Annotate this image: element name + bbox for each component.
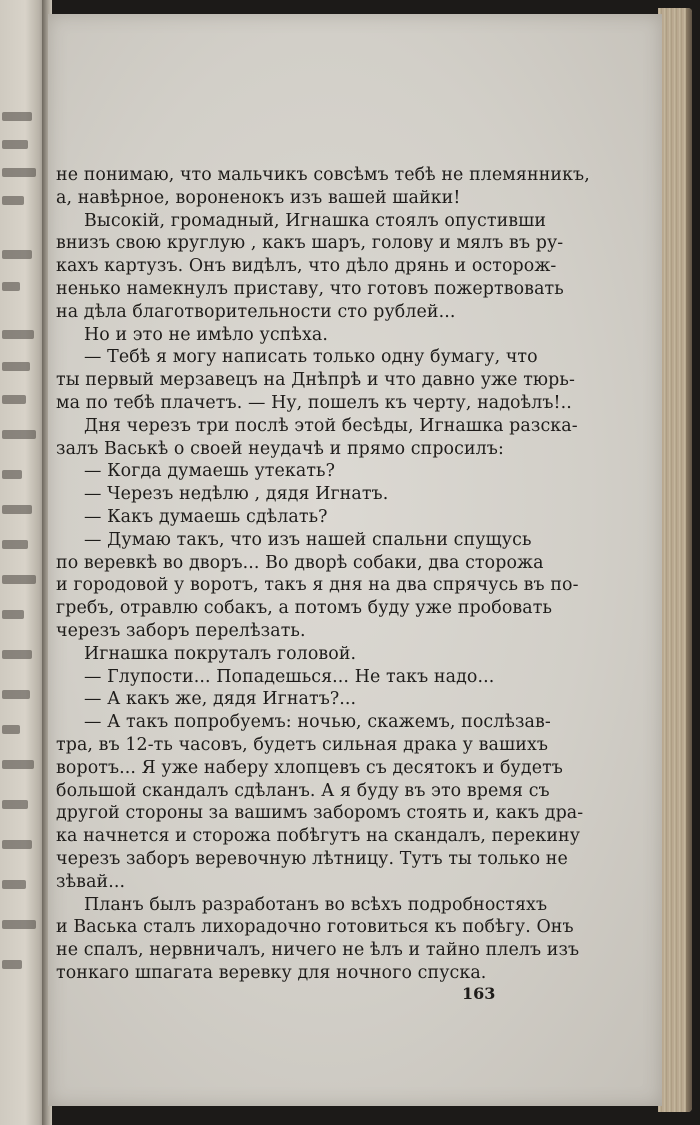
text-line: по веревкѣ во дворъ... Во дворѣ собаки, два сторожа [56, 552, 544, 573]
text-line: Но и это не имѣло успѣха. [84, 324, 328, 345]
text-line: гребъ, отравлю собакъ, а потомъ буду уже пробовать [56, 598, 553, 619]
text-line: тра, въ 12-ть часовъ, будетъ сильная драка у вашихъ [56, 734, 549, 755]
text-line: и Васька сталъ лихорадочно готовиться къ побѣгу. Онъ [56, 917, 574, 938]
text-line: Планъ былъ разработанъ во всѣхъ подробностяхъ [84, 894, 548, 915]
text-line: залъ Васькѣ о своей неудачѣ и прямо спросилъ: [56, 438, 504, 459]
text-line: ты первый мерзавецъ на Днѣпрѣ и что давно уже тюрь- [56, 370, 575, 391]
text-line: ненько намекнулъ приставу, что готовъ пожертвовать [56, 278, 564, 299]
text-line: кахъ картузъ. Онъ видѣлъ, что дѣло дрянь и осторож- [56, 256, 557, 277]
text-line: черезъ заборъ перелѣзать. [56, 620, 306, 641]
text-line: — Когда думаешь утекать? [84, 461, 336, 482]
text-line: — А какъ же, дядя Игнатъ?... [84, 689, 357, 710]
text-line: ка начнется и сторожа побѣгутъ на скандалъ, перекину [56, 826, 581, 847]
text-line: не понимаю, что мальчикъ совсѣмъ тебѣ не племянникъ, [56, 165, 590, 185]
text-line: другой стороны за вашимъ заборомъ стоять и, какъ дра- [56, 803, 584, 824]
text-line: черезъ заборъ веревочную лѣтницу. Тутъ ты только не [56, 848, 568, 869]
text-line: Высокій, громадный, Игнашка стоялъ опустивши [84, 210, 547, 231]
text-line: — Какъ думаешь сдѣлать? [84, 506, 328, 527]
text-line: и городовой у воротъ, такъ я дня на два спрячусь въ по- [56, 575, 579, 596]
text-line: на дѣла благотворительности сто рублей... [56, 301, 456, 322]
text-line: — А такъ попробуемъ: ночью, скажемъ, послѣзав- [84, 712, 551, 733]
text-line: — Думаю такъ, что изъ нашей спальни спущусь [84, 529, 532, 550]
text-line: тонкаго шпагата веревку для ночного спуска. [56, 962, 487, 983]
text-line: ма по тебѣ плачетъ. — Ну, пошелъ къ черту, надоѣлъ!.. [56, 392, 572, 413]
text-line: — Тебѣ я могу написать только одну бумагу, что [84, 347, 538, 368]
text-line: внизъ свою круглую , какъ шаръ, голову и мялъ въ ру- [56, 233, 564, 254]
page-number: 163 [462, 984, 496, 1003]
text-line: а, навѣрное, вороненокъ изъ вашей шайки! [56, 187, 461, 208]
text-line: Игнашка покруталъ головой. [84, 643, 357, 664]
page-edges [658, 8, 692, 1112]
text-line: Дня черезъ три послѣ этой бесѣды, Игнашка разска- [84, 415, 578, 436]
text-line: зѣвай... [56, 871, 126, 892]
left-facing-page [0, 0, 46, 1125]
text-line: — Черезъ недѣлю , дядя Игнатъ. [84, 484, 389, 505]
text-line: воротъ... Я уже наберу хлопцевъ съ десятокъ и будетъ [56, 757, 563, 778]
text-line: не спалъ, нервничалъ, ничего не ѣлъ и тайно плелъ изъ [56, 940, 580, 961]
text-line: — Глупости... Попадешься... Не такъ надо... [84, 666, 495, 687]
text-line: большой скандалъ сдѣланъ. А я буду въ это время съ [56, 780, 550, 801]
book-page [48, 14, 662, 1106]
page-text [48, 164, 658, 985]
